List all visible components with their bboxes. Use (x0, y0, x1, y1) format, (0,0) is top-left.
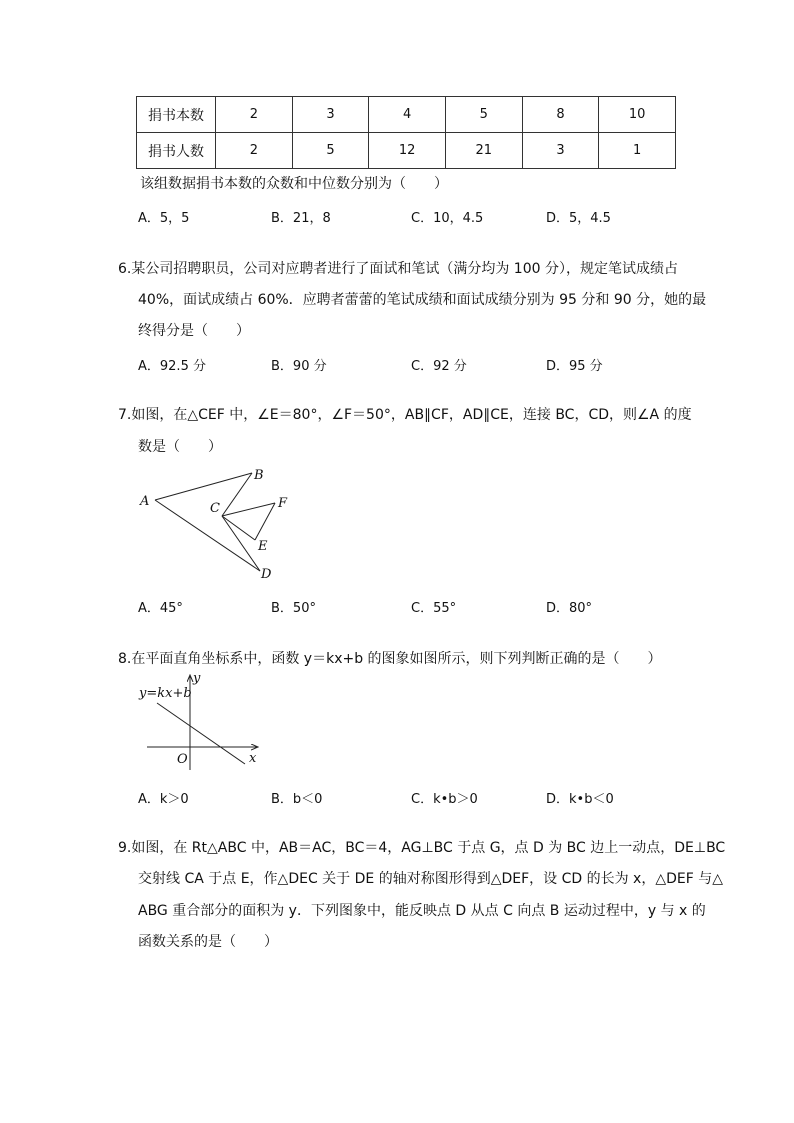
option-b: B．90 分 (271, 359, 327, 374)
label-c: C (210, 501, 220, 516)
function-label: y=kx+b (139, 686, 192, 701)
segment-ab (155, 473, 252, 500)
segment-cd (222, 516, 260, 571)
q6-line3: 终得分是（ ） (138, 323, 250, 339)
table-cell: 12 (369, 133, 446, 169)
label-b: B (254, 468, 264, 483)
option-a: A．45° (138, 601, 183, 616)
option-c: C．92 分 (411, 359, 467, 374)
y-axis-label: y (193, 671, 201, 686)
table-cell: 2 (216, 97, 293, 133)
option-c: C．10，4.5 (411, 211, 484, 226)
table-cell: 8 (522, 97, 599, 133)
q7-line1: 7.如图，在△CEF 中，∠E＝80°，∠F＝50°，AB∥CF，AD∥CE，连接 BC，CD，则∠A 的度 (118, 407, 692, 423)
q6-line1: 6.某公司招聘职员，公司对应聘者进行了面试和笔试（满分均为 100 分），规定笔试成绩占 (118, 261, 678, 277)
table-cell: 2 (216, 133, 293, 169)
table-cell: 5 (445, 97, 522, 133)
option-a: A．k＞0 (138, 792, 189, 807)
q9-line3: ABG 重合部分的面积为 y．下列图象中，能反映点 D 从点 C 向点 B 运动过程中，y 与 x 的 (138, 903, 706, 919)
table-cell: 1 (599, 133, 676, 169)
table-row (137, 133, 676, 169)
q6-line2: 40%，面试成绩占 60%．应聘者蕾蕾的笔试成绩和面试成绩分别为 95 分和 90 分，她的最 (138, 292, 707, 308)
table-cell: 3 (292, 97, 369, 133)
option-d: D．5，4.5 (546, 211, 611, 226)
function-line (157, 703, 245, 764)
option-b: B．b＜0 (271, 792, 323, 807)
option-c: C．55° (411, 601, 457, 616)
origin-label: O (177, 752, 188, 767)
label-d: D (261, 567, 272, 582)
q9-line1: 9.如图，在 Rt△ABC 中，AB＝AC，BC＝4，AG⊥BC 于点 G，点 D 为 BC 边上一动点，DE⊥BC (118, 840, 726, 856)
q9-line2: 交射线 CA 于点 E，作△DEC 关于 DE 的轴对称图形得到△DEF，设 CD 的长为 x，△DEF 与△ (138, 871, 723, 887)
table-row (137, 97, 676, 133)
linear-function-graph (135, 670, 270, 770)
table-row-label: 捐书人数 (137, 133, 216, 169)
option-d: D．k•b＜0 (546, 792, 614, 807)
triangle-figure (130, 462, 300, 587)
option-a: A．92.5 分 (138, 359, 206, 374)
segment-ec (222, 516, 255, 540)
table-row-label: 捐书本数 (137, 97, 216, 133)
table-cell: 3 (522, 133, 599, 169)
option-c: C．k•b＞0 (411, 792, 478, 807)
x-axis-label: x (249, 751, 257, 766)
option-b: B．21，8 (271, 211, 331, 226)
table-cell: 5 (292, 133, 369, 169)
q9-line4: 函数关系的是（ ） (138, 934, 278, 950)
option-b: B．50° (271, 601, 316, 616)
option-d: D．80° (546, 601, 593, 616)
table-cell: 4 (369, 97, 446, 133)
table-cell: 10 (599, 97, 676, 133)
segment-fe (255, 503, 275, 540)
donation-table (136, 96, 676, 169)
q8-line1: 8.在平面直角坐标系中，函数 y＝kx+b 的图象如图所示，则下列判断正确的是（ ） (118, 651, 662, 667)
q5-stem: 该组数据捐书本数的众数和中位数分别为（ ） (140, 176, 448, 192)
option-a: A．5，5 (138, 211, 190, 226)
q7-line2: 数是（ ） (138, 439, 222, 455)
option-d: D．95 分 (546, 359, 603, 374)
table-cell: 21 (445, 133, 522, 169)
label-a: A (140, 494, 150, 509)
label-f: F (278, 496, 288, 511)
label-e: E (258, 539, 268, 554)
